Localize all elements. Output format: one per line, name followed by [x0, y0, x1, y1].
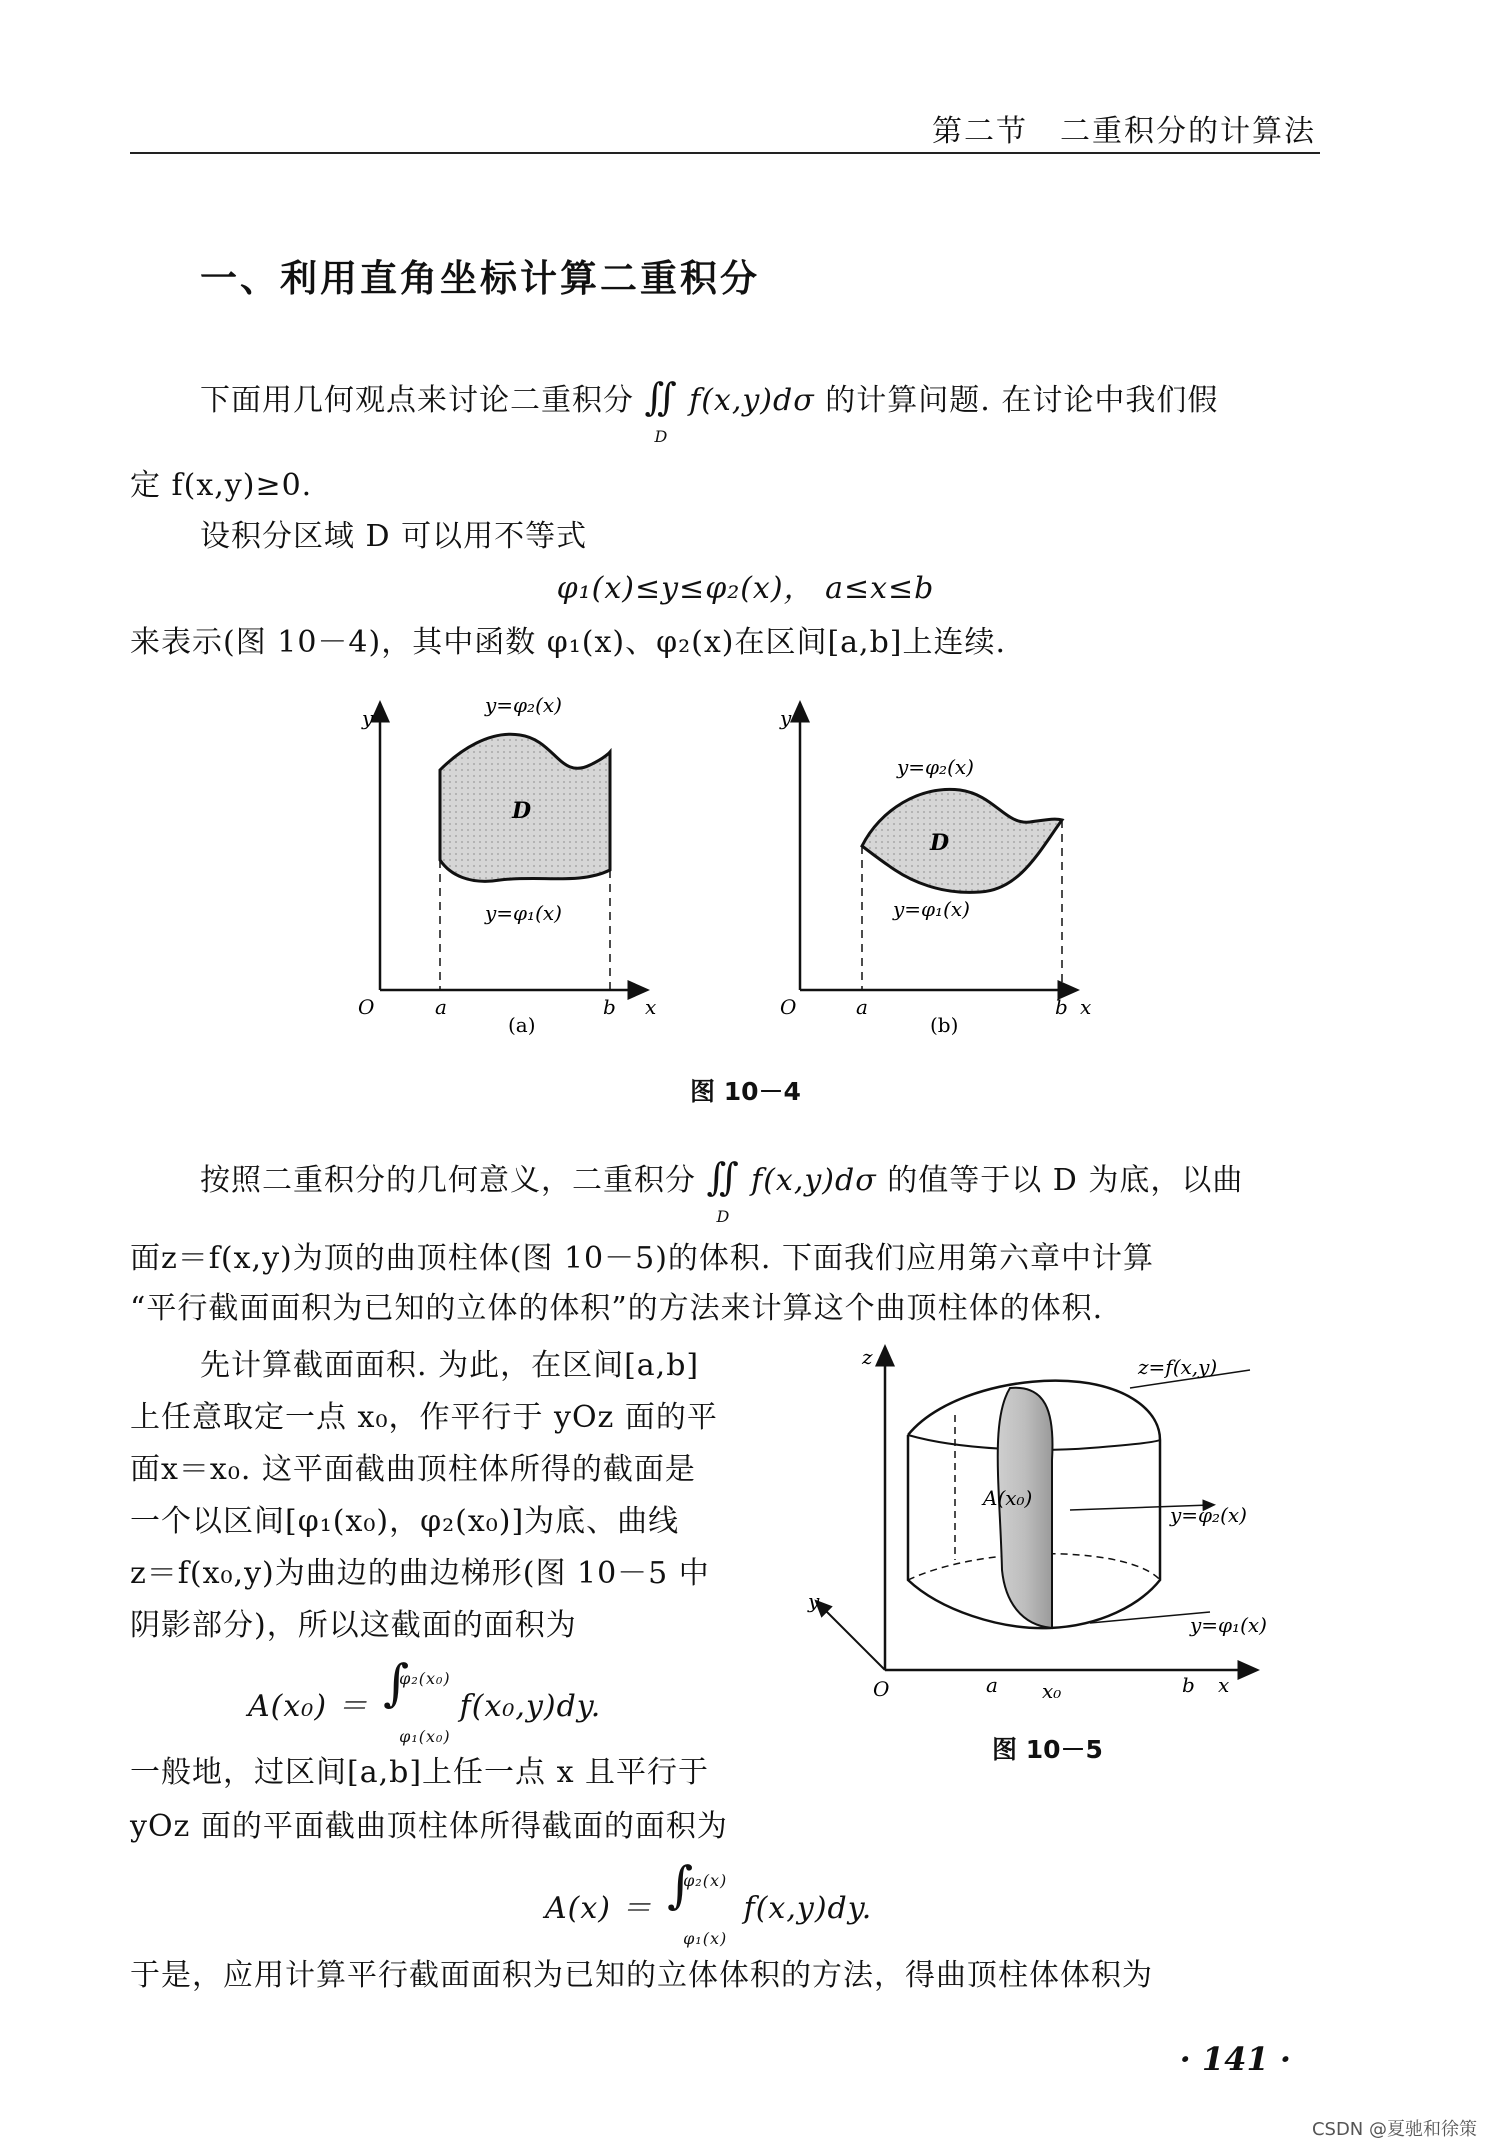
- p1-text-a: 下面用几何观点来讨论二重积分: [200, 383, 634, 418]
- region-d-b: [862, 789, 1062, 892]
- running-header: 第二节 二重积分的计算法: [932, 114, 1316, 149]
- figure-10-4-panel-a: [358, 693, 656, 1037]
- p4-line-5: z＝f(x₀,y)为曲边的曲边梯形(图 10－5 中: [130, 1556, 710, 1591]
- p4-line-1: 先计算截面面积. 为此，在区间[a,b]: [200, 1348, 700, 1383]
- p4-line-3: 面x＝x₀. 这平面截曲顶柱体所得的截面是: [130, 1452, 696, 1487]
- paragraph-2-line-1: 设积分区域 D 可以用不等式: [200, 519, 588, 554]
- double-integral-sign: ∬ D: [645, 376, 679, 422]
- p1-integrand: f(x,y)dσ: [689, 383, 815, 418]
- figure-10-4-caption: 图 10－4: [690, 1077, 801, 1106]
- p3-integrand: f(x,y)dσ: [751, 1163, 877, 1198]
- p5-line-1: 一般地，过区间[a,b]上任一点 x 且平行于: [130, 1755, 710, 1790]
- integral-sign-a-x0: ∫ φ₂(x₀) φ₁(x₀): [379, 1676, 449, 1716]
- label-curve1-fig5: y=φ₁(x): [1190, 1613, 1267, 1637]
- header-rule: [130, 152, 1320, 154]
- label-x-b: x: [1080, 995, 1092, 1019]
- watermark: CSDN @夏驰和徐策: [1311, 2119, 1477, 2140]
- label-a-a: a: [435, 995, 447, 1019]
- paragraph-3-line-3: “平行截面面积为已知的立体的体积”的方法来计算这个曲顶柱体的体积.: [130, 1291, 1104, 1326]
- p3-text-b: 的值等于以 D 为底，以曲: [887, 1163, 1244, 1198]
- label-section-fig5: A(x₀): [983, 1486, 1033, 1510]
- p4-line-6: 阴影部分)，所以这截面的面积为: [130, 1608, 577, 1643]
- label-b-b: b: [1055, 995, 1068, 1019]
- label-bottom-curve-b: y=φ₁(x): [893, 897, 970, 921]
- page-number: · 141 ·: [1179, 2040, 1291, 2078]
- inequality-formula: φ₁(x)≤y≤φ₂(x)， a≤x≤b: [556, 571, 935, 606]
- p4-line-4: 一个以区间[φ₁(x₀)，φ₂(x₀)]为底、曲线: [130, 1504, 680, 1539]
- label-z-fig5: z: [862, 1345, 873, 1369]
- label-surface-fig5: z=f(x,y): [1138, 1355, 1218, 1379]
- section-heading: 一、利用直角坐标计算二重积分: [200, 257, 760, 300]
- figure-10-4-panel-b: [779, 706, 1091, 1037]
- p3-text-a: 按照二重积分的几何意义，二重积分: [200, 1163, 696, 1198]
- formula-a-x-left: A(x) ＝: [545, 1891, 653, 1926]
- label-o-a: O: [358, 995, 375, 1019]
- p6-line: 于是，应用计算平行截面面积为已知的立体体积的方法，得曲顶柱体体积为: [130, 1958, 1153, 1993]
- p5-line-2: yOz 面的平面截曲顶柱体所得截面的面积为: [130, 1809, 728, 1844]
- label-a-fig5: a: [986, 1673, 998, 1697]
- label-x0-fig5: x₀: [1042, 1679, 1062, 1703]
- label-x-fig5: x: [1218, 1673, 1230, 1697]
- figure-10-5: [790, 1340, 1330, 1710]
- paragraph-3-line-2: 面z＝f(x,y)为顶的曲顶柱体(图 10－5)的体积. 下面我们应用第六章中计算: [130, 1241, 1154, 1276]
- y-axis-fig5: [820, 1605, 885, 1670]
- formula-a-x-integrand: f(x,y)dy.: [743, 1891, 873, 1926]
- label-a-b: a: [856, 995, 868, 1019]
- paragraph-1-line-1: [200, 375, 1219, 446]
- paragraph-2-line-3: 来表示(图 10－4)，其中函数 φ₁(x)、φ₂(x)在区间[a,b]上连续.: [130, 625, 1007, 660]
- formula-a-x0-integrand: f(x₀,y)dy.: [459, 1689, 602, 1724]
- figure-10-4: [340, 690, 1110, 1050]
- label-y-a: y: [362, 706, 374, 730]
- integral-subscript: D: [654, 427, 669, 446]
- double-integral-sign-2: ∬ D: [707, 1156, 741, 1202]
- paragraph-3-line-1: [200, 1155, 1244, 1226]
- formula-a-x0-left: A(x₀) ＝: [248, 1689, 369, 1724]
- integral-sign-a-x: ∫ φ₂(x) φ₁(x): [663, 1878, 733, 1918]
- integral-subscript-2: D: [716, 1207, 731, 1226]
- label-region-b: D: [930, 830, 950, 856]
- p4-line-2: 上任意取定一点 x₀，作平行于 yOz 面的平: [130, 1400, 718, 1435]
- label-o-b: O: [780, 995, 797, 1019]
- label-x-a: x: [645, 995, 657, 1019]
- label-top-curve-b: y=φ₂(x): [897, 755, 974, 779]
- label-region-a: D: [512, 798, 532, 824]
- formula-a-x: [545, 1856, 873, 1948]
- figure-10-5-caption: 图 10－5: [992, 1735, 1103, 1764]
- lower-limit-a-x0: φ₁(x₀): [399, 1727, 451, 1746]
- p1-text-b: 的计算问题. 在讨论中我们假: [825, 383, 1219, 418]
- label-b-fig5: b: [1182, 1673, 1195, 1697]
- label-curve2-fig5: y=φ₂(x): [1170, 1503, 1247, 1527]
- panel-label-b: (b): [930, 1013, 959, 1037]
- panel-label-a: (a): [508, 1013, 536, 1037]
- paragraph-1-line-2: 定 f(x,y)≥0.: [130, 468, 313, 503]
- formula-a-x0: [248, 1654, 602, 1746]
- upper-limit-a-x: φ₂(x): [683, 1871, 728, 1890]
- label-o-fig5: O: [873, 1677, 890, 1701]
- label-y-b: y: [780, 706, 792, 730]
- label-bottom-curve-a: y=φ₁(x): [485, 901, 562, 925]
- label-y-fig5: y: [808, 1589, 820, 1613]
- label-b-a: b: [603, 995, 616, 1019]
- label-top-curve-a: y=φ₂(x): [485, 693, 562, 717]
- lower-limit-a-x: φ₁(x): [683, 1929, 728, 1948]
- upper-limit-a-x0: φ₂(x₀): [399, 1669, 451, 1688]
